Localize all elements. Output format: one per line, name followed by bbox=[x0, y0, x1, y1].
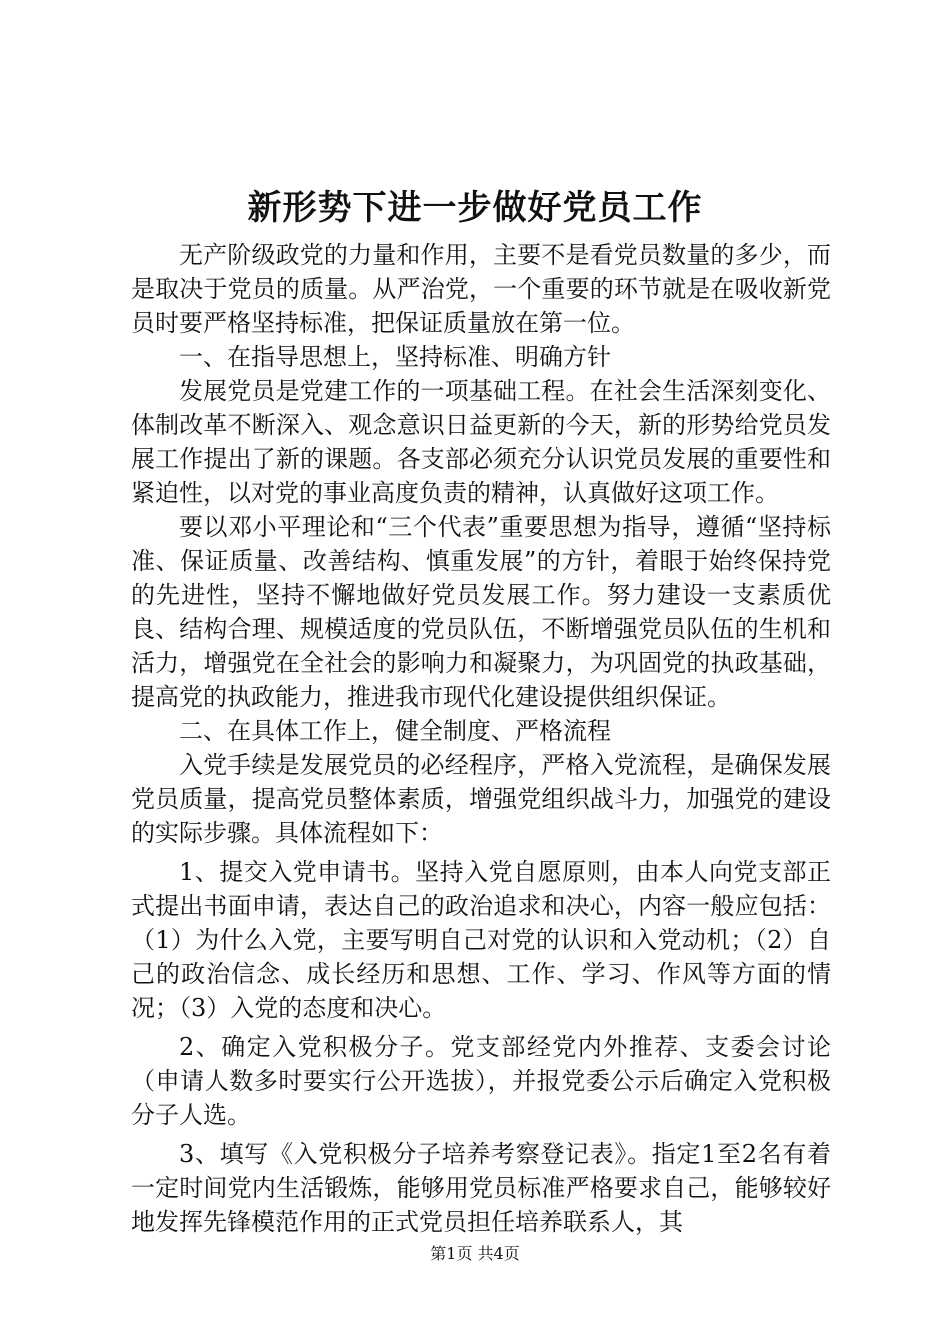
section-heading-2: 二、在具体工作上，健全制度、严格流程 bbox=[179, 717, 611, 745]
page-number-footer: 第1页 共4页 bbox=[430, 1244, 520, 1263]
list-item-step-3: 3、填写《入党积极分子培养考察登记表》。指定1至2名有着一定时间党内生活锻炼，能够用党员标准严格要求自己，能够较好地发挥先锋模范作用的正式党员担任培养联系人，其 bbox=[131, 1140, 831, 1236]
paragraph: 入党手续是发展党员的必经程序，严格入党流程，是确保发展党员质量，提高党员整体素质，增强党组织战斗力，加强党的建设的实际步骤。具体流程如下： bbox=[131, 751, 831, 847]
list-item-step-2: 2、确定入党积极分子。党支部经党内外推荐、支委会讨论（申请人数多时要实行公开选拔），并报党委公示后确定入党积极分子人选。 bbox=[131, 1033, 831, 1129]
section-heading-1: 一、在指导思想上，坚持标准、明确方针 bbox=[179, 343, 611, 371]
document-title: 新形势下进一步做好党员工作 bbox=[247, 188, 703, 228]
paragraph: 发展党员是党建工作的一项基础工程。在社会生活深刻变化、体制改革不断深入、观念意识日益更新的今天，新的形势给党员发展工作提出了新的课题。各支部必须充分认识党员发展的重要性和紧迫性，以对党的事业高度负责的精神，认真做好这项工作。 bbox=[131, 377, 831, 507]
document-body bbox=[131, 238, 831, 1239]
paragraph-intro: 无产阶级政党的力量和作用，主要不是看党员数量的多少，而是取决于党员的质量。从严治党，一个重要的环节就是在吸收新党员时要严格坚持标准，把保证质量放在第一位。 bbox=[131, 241, 831, 337]
paragraph: 要以邓小平理论和“三个代表”重要思想为指导，遵循“坚持标准、保证质量、改善结构、慎重发展”的方针，着眼于始终保持党的先进性，坚持不懈地做好党员发展工作。努力建设一支素质优良、结构合理、规模适度的党员队伍，不断增强党员队伍的生机和活力，增强党在全社会的影响力和凝聚力，为巩固党的执政基础，提高党的执政能力，推进我市现代化建设提供组织保证。 bbox=[131, 513, 831, 711]
list-item-step-1: 1、提交入党申请书。坚持入党自愿原则，由本人向党支部正式提出书面申请，表达自己的政治追求和决心，内容一般应包括：（1）为什么入党，主要写明自己对党的认识和入党动机；（2）自己的政治信念、成长经历和思想、工作、学习、作风等方面的情况；（3）入党的态度和决心。 bbox=[131, 858, 831, 1022]
